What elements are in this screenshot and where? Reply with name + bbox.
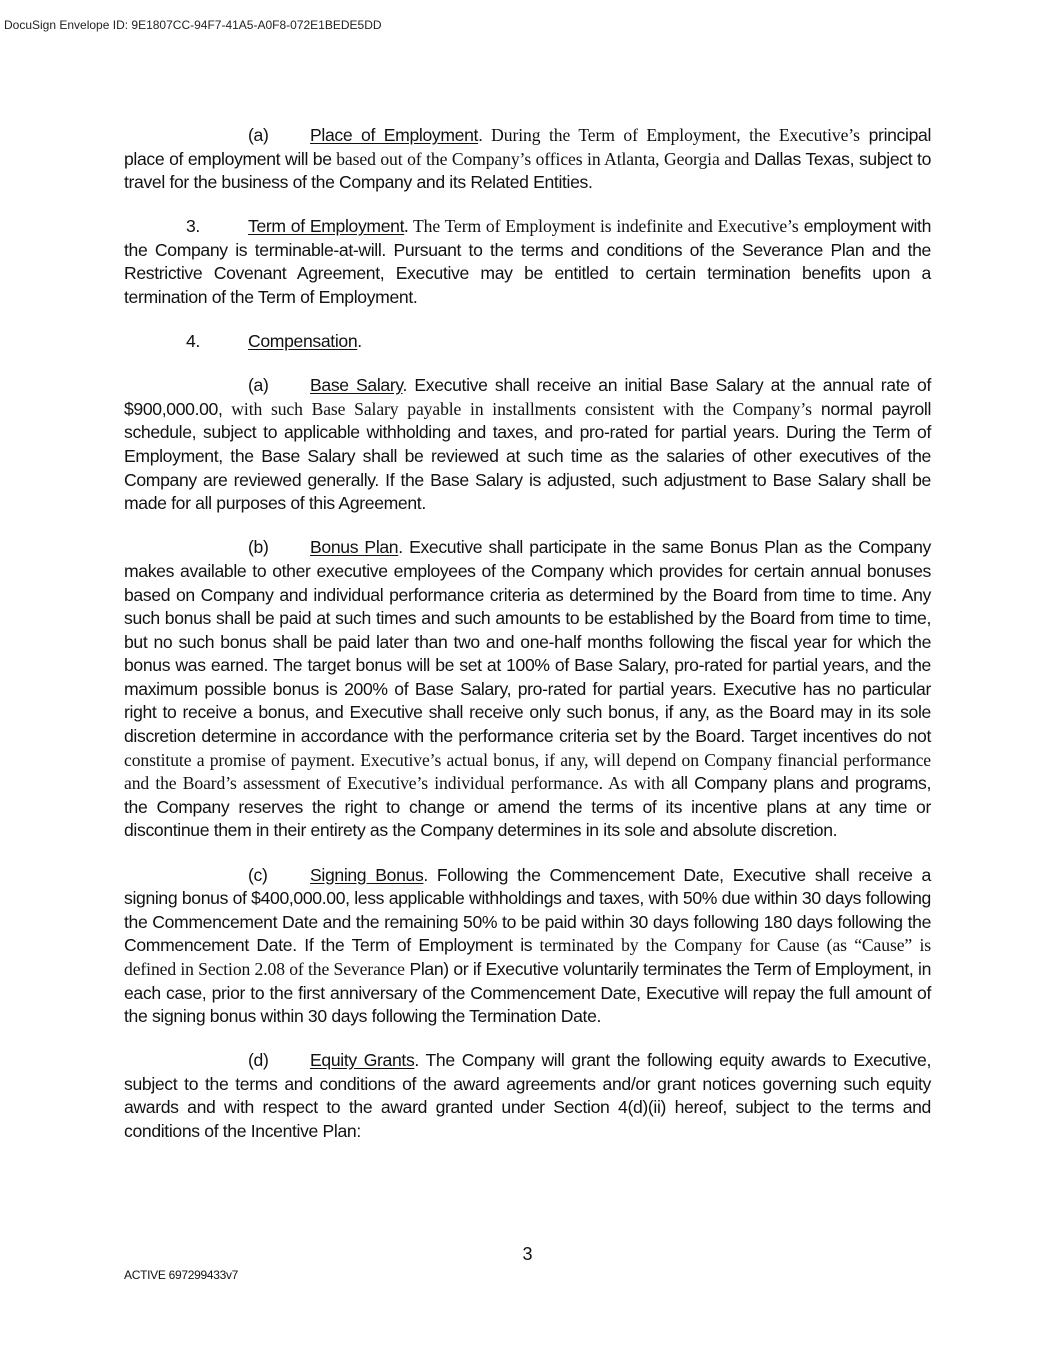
document-body: [124, 124, 931, 1164]
section-heading-signing-bonus: Signing Bonus: [310, 864, 424, 885]
paragraph-place-of-employment: [124, 124, 931, 195]
section-marker: 4.: [186, 331, 200, 352]
section-marker: (a): [248, 125, 269, 145]
section-marker: (c): [248, 864, 268, 885]
section-heading-base-salary: Base Salary: [310, 375, 403, 396]
document-id-footer: ACTIVE 697299433v7: [124, 1268, 239, 1282]
section-text: . Executive shall receive an initial Base Salary at the annual rate of $900,000.00,: [124, 375, 932, 419]
paragraph-equity-grants: [124, 1049, 931, 1143]
section-heading-compensation: Compensation: [248, 331, 358, 352]
page-number: 3: [522, 1244, 533, 1264]
section-text: based out of the Company’s offices in Atlanta, Georgia and: [331, 148, 750, 169]
section-marker: (b): [248, 537, 269, 558]
section-text: with such Base Salary payable in installments consistent with the Company’s: [222, 398, 812, 419]
paragraph-compensation: [124, 330, 931, 354]
section-text: principal place of employment will be: [124, 125, 931, 169]
section-text: Dallas Texas, subject to travel for the business of the Company and its Related Entities.: [124, 148, 932, 193]
section-heading-bonus-plan: Bonus Plan: [310, 537, 399, 558]
section-text: . The Term of Employment is indefinite and Executive’s: [404, 216, 799, 237]
section-marker: (a): [248, 375, 269, 396]
paragraph-signing-bonus: [124, 864, 931, 1029]
paragraph-bonus-plan: [124, 536, 931, 843]
section-text: all Company plans and programs, the Company reserves the right to change or amend the terms of its incentive plans at any time or discontinue them in their entirety as the Company determines in its sole and absolute discretion.: [124, 773, 931, 841]
section-text: . Following the Commencement Date, Executive shall receive a signing bonus of $400,000.00, less applicable withholdings and taxes, with 50% due within 30 days following the Commencement Date and the remaining 50% to be paid within 30 days following 180 days following the Commencement Date. If the Term of Employment is: [124, 864, 931, 956]
section-marker: (d): [248, 1050, 269, 1071]
section-text: Plan) or if Executive voluntarily terminates the Term of Employment, in each case, prior to the first anniversary of the Commencement Date, Executive will repay the full amount of the signing bonus within 30 days following the Termination Date.: [124, 958, 931, 1027]
section-text: . Executive shall participate in the same Bonus Plan as the Company makes available to other executive employees of the Company which provides for certain annual bonuses based on Company and individual performance criteria as determined by the Board from time to time. Any such bonus shall be paid at such times and such amounts to be established by the Board from time to time, but no such bonus shall be paid later than two and one-half months following the fiscal year for which the bonus was earned. The target bonus will be set at 100% of Base Salary, pro-rated for partial years, and the maximum possible bonus is 200% of Base Salary, pro-rated for partial years. Executive has no particular right to receive a bonus, and Executive shall receive only such bonus, if any, as the Board may in its sole discretion determine in accordance with the performance criteria set by the Board. Target incentives do not: [124, 537, 931, 747]
paragraph-term-of-employment: [124, 215, 931, 309]
section-heading-term-of-employment: Term of Employment: [248, 216, 405, 237]
section-marker: 3.: [186, 216, 200, 237]
section-text: During the Term of Employment, the Executive’s: [482, 125, 860, 145]
section-text: constitute a promise of payment. Executive’s actual bonus, if any, will depend on Company financial performance and the Board’s assessment of Executive’s individual performance. As with: [124, 749, 931, 794]
section-text: .: [357, 331, 362, 352]
section-text: terminated by the Company for Cause (as “Cause” is defined in Section 2.08 of the Severance: [124, 935, 931, 979]
section-text: .: [478, 125, 483, 145]
section-text: . The Company will grant the following equity awards to Executive, subject to the terms and conditions of the award agreements and/or grant notices governing such equity awards and with respect to the award granted under Section 4(d)(ii) hereof, subject to the terms and conditions of the Incentive Plan:: [124, 1050, 931, 1141]
paragraph-base-salary: [124, 374, 931, 516]
section-text: employment with the Company is terminable-at-will. Pursuant to the terms and conditions of the Severance Plan and the Restrictive Covenant Agreement, Executive may be entitled to certain termination benefits upon a termination of the Term of Employment.: [124, 216, 932, 308]
section-heading-place-of-employment: Place of Employment: [310, 125, 479, 145]
docusign-envelope-id: DocuSign Envelope ID: 9E1807CC-94F7-41A5-A0F8-072E1BEDE5DD: [4, 18, 382, 32]
section-heading-equity-grants: Equity Grants: [310, 1050, 415, 1071]
section-text: normal payroll schedule, subject to applicable withholding and taxes, and pro-rated for partial years. During the Term of Employment, the Base Salary shall be reviewed at such time as the salaries of other executives of the Company are reviewed generally. If the Base Salary is adjusted, such adjustment to Base Salary shall be made for all purposes of this Agreement.: [124, 398, 932, 514]
